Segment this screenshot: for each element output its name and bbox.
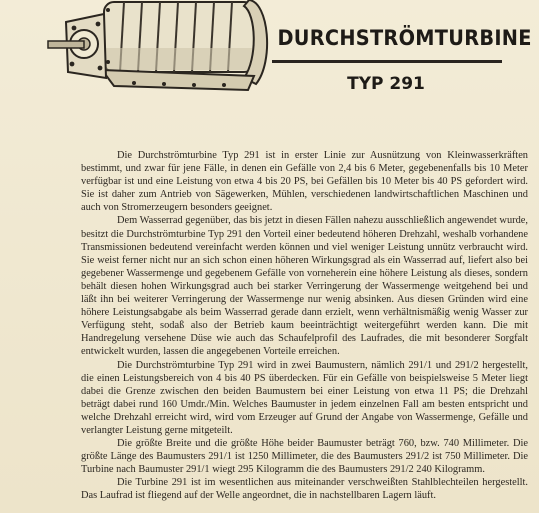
document-subtitle: TYP 291 [347,74,425,94]
paragraph: Die Durchströmturbine Typ 291 ist in erster Linie zur Ausnützung von Kleinwasserkräften bestimmt, und zwar für jene Fälle, in denen ein Gefälle von 2,4 bis 6 Meter, gegebenenfalls bis 10 Meter verfügbar ist und eine Leistung von etwa 4 bis 20 PS, bei Gefällen bis 10 Meter bis 40 PS gefordert wird. Sie ist daher zum Antrieb von Sägewerken, Mühlen, verschiedenen landwirtschaftlichen Maschinen und auch von Stromerzeugern besonders geeignet. [81,150,528,214]
paragraph: Dem Wasserrad gegenüber, das bis jetzt in diesen Fällen nahezu ausschließlich angewendet wurde, besitzt die Durchströmturbine Typ 291 den Vorteil einer bedeutend höheren Drehzahl, weshalb vorhandene Transmissionen bedeutend vereinfacht werden können und viel weniger Leistung unnütz verbraucht wird. Sie weist ferner nicht nur an sich schon einen höheren Wirkungsgrad als ein Wasserrad auf, liefert also bei gegebener Wassermenge und gegebenem Gefälle von vorneherein eine höhere Leistung als dieses, sondern behält diesen hohen Wirkungsgrad auch bei starker Verringerung der Wassermenge weitgehend bei und läßt ihn bei weiterer Verringerung der Wassermenge nur wenig absinken. Aus diesen Gründen wird eine höhere Leistungsabgabe als beim Wasserrad gerade dann erzielt, wenn verhältnismäßig wenig Wasser zur Verfügung steht, sodaß also der Betrieb kaum beeinträchtigt weitergeführt werden kann. Die mit Handregelung versehene Düse wie auch das Schaufelprofil des Laufrades, die mit besonderer Sorgfalt entwickelt wurden, lassen die angegebenen Vorteile erreichen. [81,215,528,358]
paragraph: Die Durchströmturbine Typ 291 wird in zwei Baumustern, nämlich 291/1 und 291/2 hergestellt, die einen Leistungsbereich von 4 bis 40 PS überdecken. Für ein Gefälle von beispielsweise 5 Meter liegt dabei die Grenze zwischen den beiden Baumustern bei einer Leistung von etwa 11 PS; die Drehzahl beträgt dabei rund 160 Umdr./Min. Welches Baumuster in jedem einzelnen Fall am besten entspricht und welche Drehzahl erreicht wird, wird vom Erzeuger auf Grund der Angabe von Wassermenge, Gefälle und verlangter Leistung gerne mitgeteilt. [81,359,528,436]
title-underline [272,60,502,63]
document-title: DURCHSTRÖMTURBINE [277,26,532,50]
turbine-drawing-icon [44,0,274,102]
paragraph: Die größte Breite und die größte Höhe beider Baumuster beträgt 760, bzw. 740 Millimeter. Die größte Länge des Baumusters 291/1 ist 1250 Millimeter, die des Baumusters 291/2 ist 750 Millimeter. Die Turbine nach Baumuster 291/1 wiegt 295 Kilogramm die des Baumusters 291/2 240 Kilogramm. [81,438,528,476]
paragraph: Die Turbine 291 ist im wesentlichen aus miteinander verschweißten Stahlblechteilen hergestellt. Das Laufrad ist fliegend auf der Welle angeordnet, die in nachstellbaren Lagern läuft. [81,477,528,502]
body-text [81,149,528,503]
